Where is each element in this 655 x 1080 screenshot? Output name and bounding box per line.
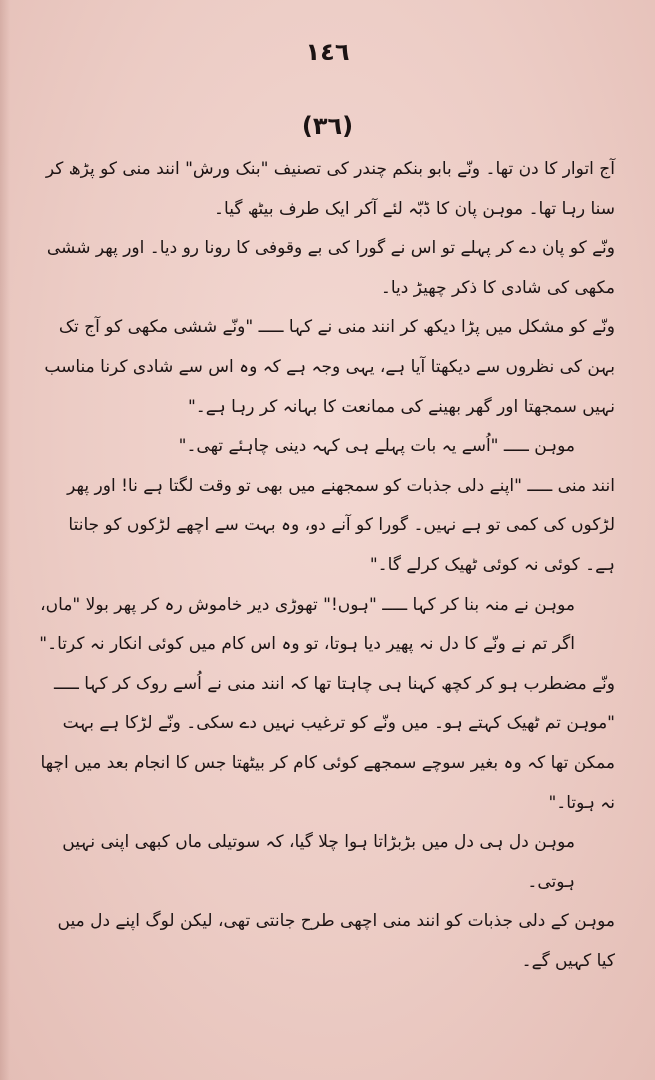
paragraph-2: ونّے کو پان دے کر پہلے تو اس نے گورا کی بے وقوفی کا رونا رو دیا۔ اور پھر ششی مکھی کی شادی کا ذکر چھیڑ دیا۔ (46, 238, 615, 298)
paragraph-9: موہن کے دلی جذبات کو انند منی اچھی طرح جانتی تھی، لیکن لوگ اپنے دل میں کیا کہیں گے۔ (57, 911, 615, 971)
paragraph-1: آج اتوار کا دن تھا۔ ونّے بابو بنکم چندر کی تصنیف "بنک ورش" انند منی کو پڑھ کر سنا رہا تھا۔ موہن پان کا ڈبّہ لئے آکر ایک طرف بیٹھ گیا۔ (45, 159, 615, 219)
paragraph-6: موہن نے منہ بنا کر کہا ـــــ "ہوں!" تھوڑی دیر خاموش رہ کر پھر بولا "ماں، اگر تم نے ونّے کا دل نہ پھیر دیا ہوتا، تو وہ اس کام میں کوئی انکار نہ کرتا۔" (39, 594, 575, 655)
paragraph-5: انند منی ـــــ "اپنے دلی جذبات کو سمجھنے میں بھی تو وقت لگتا ہے نا! اور پھر لڑکوں کی کمی تو ہے نہیں۔ گورا کو آنے دو، وہ بہت سے اچھے لڑکوں کو جانتا ہے۔ کوئی نہ کوئی ٹھیک کرلے گا۔" (67, 475, 615, 575)
chapter-number: (٣٦) (301, 112, 354, 140)
scan-edge-shadow (0, 0, 10, 1080)
page-number: ١٤٦ (305, 38, 350, 66)
paragraph-7: ونّے مضطرب ہو کر کچھ کہنا ہی چاہتا تھا کہ انند منی نے اُسے روک کر کہا ـــــ "موہن تم ٹھیک کہتے ہو۔ میں ونّے کو ترغیب نہیں دے سکی۔ ونّے لڑکا ہے بہت ممکن تھا کہ وہ بغیر سوچے سمجھے کوئی کام کر بیٹھتا جس کا انجام بعد میں اچھا نہ ہوتا۔" (40, 673, 615, 813)
paragraph-4: موہن ـــــ "اُسے یہ بات پہلے ہی کہہ دینی چاہئے تھی۔" (178, 436, 575, 457)
paragraph-8: موہن دل ہی دل میں بڑبڑاتا ہوا چلا گیا، کہ سوتیلی ماں کبھی اپنی نہیں ہوتی۔ (62, 832, 575, 892)
body-text (36, 150, 615, 981)
paragraph-3: ونّے کو مشکل میں پڑا دیکھ کر انند منی نے کہا ـــــ "ونّے ششی مکھی کو آج تک بہن کی نظروں سے دیکھتا آیا ہے، یہی وجہ ہے کہ وہ اس سے شادی کرنا مناسب نہیں سمجھتا اور گھر بھینے کی ممانعت کا بہانہ کر رہا ہے۔" (44, 317, 615, 417)
